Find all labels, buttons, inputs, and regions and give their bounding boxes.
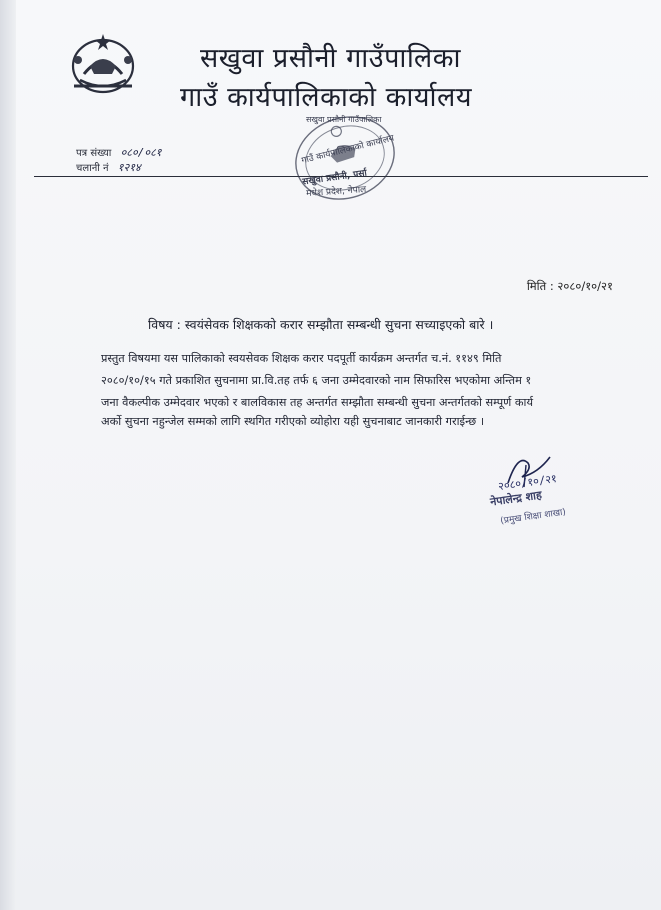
stamp-text-line2: गाउँ कार्यपालिकाको कार्यालय <box>300 133 396 167</box>
signature-date: २०८०/१०/२१ <box>497 471 558 494</box>
body-line-3: जना वैकल्पीक उम्मेदवार भएको र बालविकास तह अन्तर्गत सम्झौता सम्बन्धी सुचना अन्तर्गतको सम्पूर्ण कार्य <box>101 396 534 409</box>
stamp-text-line1: सखुवा प्रसौनी गाउँपालिका <box>306 115 382 124</box>
stamp-text-line3: सखुवा प्रसौनी, पर्सा <box>301 168 368 188</box>
dispatch-number-row <box>76 160 141 175</box>
patra-label: पत्र संख्या <box>76 148 112 159</box>
office-title-line1: सखुवा प्रसौनी गाउँपालिका <box>200 43 461 74</box>
page-edge <box>0 0 16 910</box>
body-line-1: प्रस्तुत विषयमा यस पालिकाको स्वयसेवक शिक्षक करार पदपूर्ती कार्यक्रम अन्तर्गत च.नं. ११४९ मिति <box>101 352 502 365</box>
nepal-emblem-logo <box>62 30 144 96</box>
signature-name: नेपालेन्द्र शाह <box>489 488 543 509</box>
header-divider <box>34 176 648 177</box>
letter-date: मिति : २०८०/१०/२१ <box>526 279 613 293</box>
office-title-line2: गाउँ कार्यपालिकाको कार्यालय <box>180 82 472 113</box>
reference-number-row <box>76 145 162 160</box>
signature-title: (प्रमुख शिक्षा शाखा) <box>499 507 567 527</box>
chalani-label: चलानी नं <box>76 163 109 174</box>
body-line-4: अर्को सुचना नहुन्जेल सम्मको लागि स्थगित गरीएको व्योहोरा यही सुचनाबाट जानकारी गराईन्छ । <box>101 415 485 428</box>
body-line-2: २०८०/१०/१५ गते प्रकाशित सुचनामा प्रा.वि.तह तर्फ ६ जना उम्मेदवारको नाम सिफारिस भएकोमा अन्तिम १ <box>101 374 532 387</box>
letter-subject: विषय : स्वयंसेवक शिक्षकको करार सम्झौता सम्बन्धी सुचना सच्याइएको बारे । <box>148 317 494 332</box>
patra-value: ०८०/०८१ <box>120 146 162 159</box>
stamp-text-line4: मधेश प्रदेश, नेपाल <box>305 184 367 200</box>
chalani-value: १२१४ <box>117 161 141 174</box>
